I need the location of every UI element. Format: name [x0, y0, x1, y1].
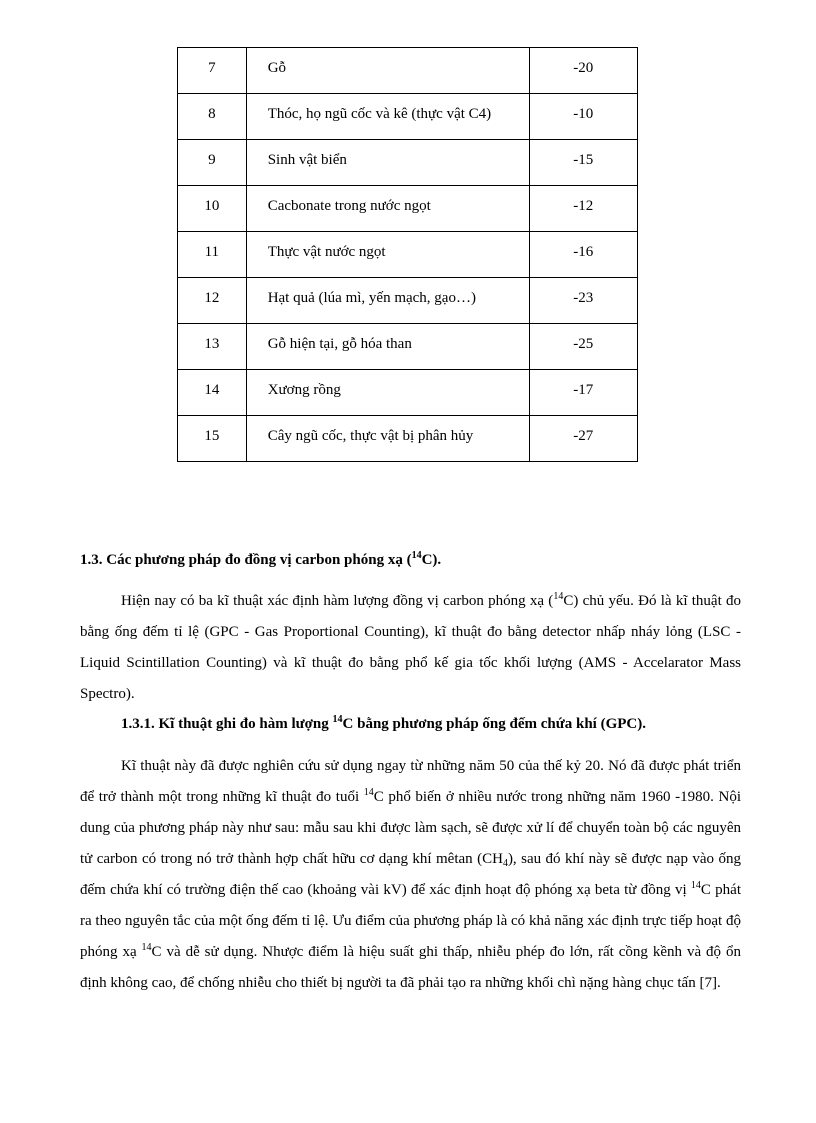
table-row: [178, 278, 638, 324]
section-heading: 1.3. Các phương pháp đo đồng vị carbon phóng xạ ($^{14}$C).: [80, 550, 442, 568]
table-row: [178, 416, 638, 462]
row-number-cell: 8: [178, 94, 247, 140]
row-name-cell: Thực vật nước ngọt: [246, 232, 529, 278]
row-name-cell: Cây ngũ cốc, thực vật bị phân hủy: [246, 416, 529, 462]
table-row: [178, 94, 638, 140]
subsection-heading: 1.3.1. Kĩ thuật ghi đo hàm lượng $^{14}$C bằng phương pháp ống đếm chứa khí (GPC).: [121, 714, 647, 732]
row-value-cell: -17: [529, 370, 637, 416]
table-row: [178, 232, 638, 278]
row-name-cell: Gỗ: [246, 48, 529, 94]
row-value-cell: -20: [529, 48, 637, 94]
table-row: [178, 140, 638, 186]
row-number-cell: 9: [178, 140, 247, 186]
row-number-cell: 13: [178, 324, 247, 370]
table-row: [178, 48, 638, 94]
row-name-cell: Gỗ hiện tại, gỗ hóa than: [246, 324, 529, 370]
row-name-cell: Cacbonate trong nước ngọt: [246, 186, 529, 232]
row-value-cell: -15: [529, 140, 637, 186]
row-number-cell: 10: [178, 186, 247, 232]
row-value-cell: -25: [529, 324, 637, 370]
table-row: [178, 186, 638, 232]
row-number-cell: 14: [178, 370, 247, 416]
row-value-cell: -27: [529, 416, 637, 462]
row-number-cell: 12: [178, 278, 247, 324]
row-number-cell: 15: [178, 416, 247, 462]
row-value-cell: -10: [529, 94, 637, 140]
row-number-cell: 7: [178, 48, 247, 94]
isotope-value-table: [177, 47, 638, 462]
row-name-cell: Thóc, họ ngũ cốc và kê (thực vật C4): [246, 94, 529, 140]
gpc-paragraph: Kĩ thuật này đã được nghiên cứu sử dụng ngay từ những năm 50 của thế kỷ 20. Nó đã được phát triển để trở thành một trong những kĩ thuật đo tuổi $^{14}$C phổ biến ở nhiều nước trong những năm 1960 -1980. Nội dung của phương pháp này như sau: mẫu sau khi được làm sạch, sẽ được xử lí để chuyển toàn bộ các nguyên tử carbon có trong nó trở thành hợp chất hữu cơ dạng khí mêtan $(CH_4)$, sau đó khí này sẽ được nạp vào ống đếm chứa khí có trường điện thế cao (khoảng vài kV) để xác định hoạt độ phóng xạ beta từ đồng vị $^{14}$C phát ra theo nguyên tắc của một ống đếm tỉ lệ. Ưu điểm của phương pháp là có khả năng xác định trực tiếp hoạt độ phóng xạ $^{14}$C và dễ sử dụng. Nhược điểm là hiệu suất ghi thấp, nhiễu phép đo lớn, rất cồng kềnh và độ ổn định không cao, để chống nhiễu cho thiết bị người ta đã phải tạo ra những khối chì nặng hàng chục tấn [7].: [80, 758, 742, 991]
row-name-cell: Xương rồng: [246, 370, 529, 416]
table-row: [178, 370, 638, 416]
row-value-cell: -23: [529, 278, 637, 324]
intro-paragraph: Hiện nay có ba kĩ thuật xác định hàm lượng đồng vị carbon phóng xạ ($^{14}$C) chủ yếu. Đó là kĩ thuật đo bằng ống đếm tỉ lệ (GPC - Gas Proportional Counting), kĩ thuật đo bằng detector nhấp nháy lỏng (LSC - Liquid Scintillation Counting) và kĩ thuật đo bằng phổ kế gia tốc khối lượng (AMS - Accelarator Mass Spectro).: [80, 591, 741, 702]
row-value-cell: -16: [529, 232, 637, 278]
row-number-cell: 11: [178, 232, 247, 278]
row-name-cell: Hạt quả (lúa mì, yến mạch, gạo…): [246, 278, 529, 324]
row-name-cell: Sinh vật biển: [246, 140, 529, 186]
row-value-cell: -12: [529, 186, 637, 232]
table-row: [178, 324, 638, 370]
